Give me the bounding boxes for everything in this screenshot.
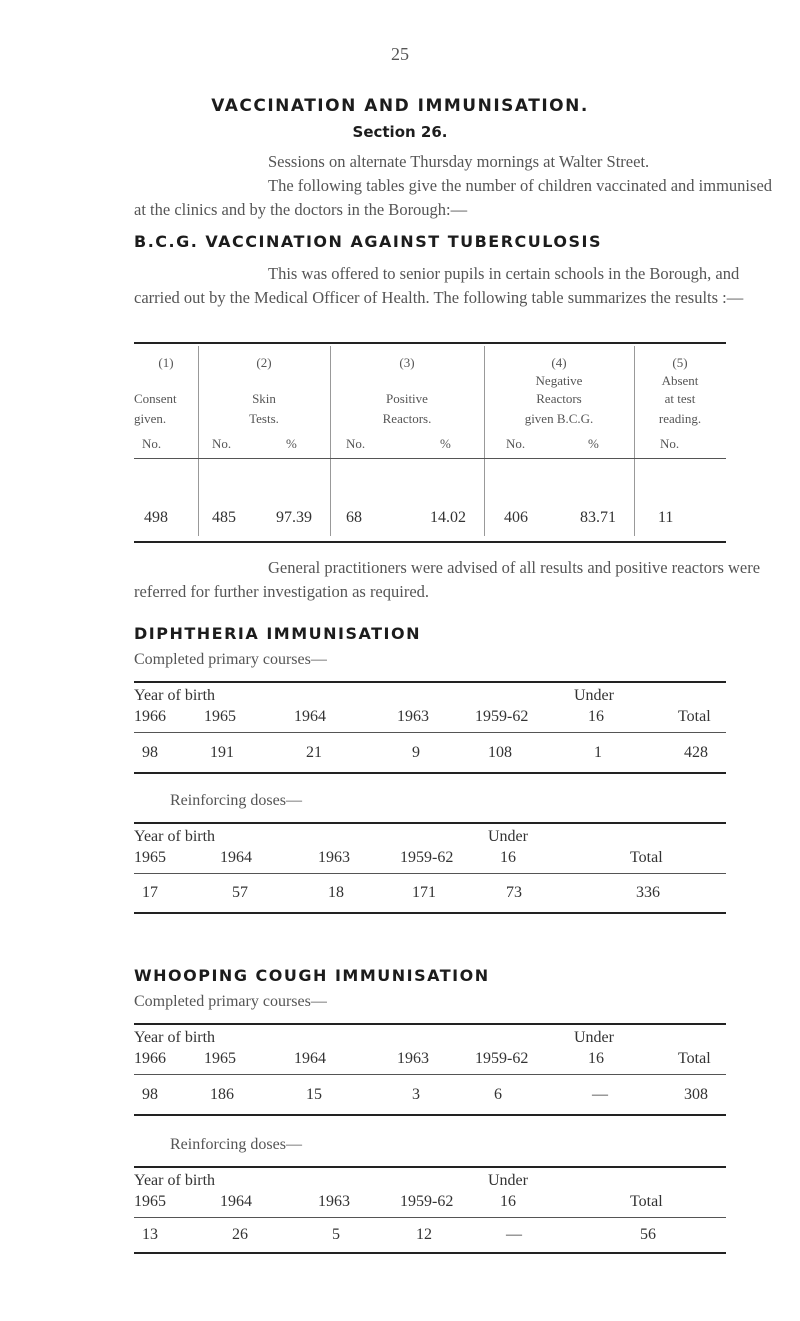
- table-value: 56: [640, 1226, 656, 1243]
- table-bottom-rule: [134, 1252, 726, 1254]
- bcg-skin-pct: 97.39: [276, 509, 312, 526]
- column-header: 1959-62: [400, 1193, 454, 1210]
- whooping-primary-label: Completed primary courses—: [134, 993, 327, 1010]
- bcg-col-title: reading.: [658, 411, 702, 426]
- bcg-description: This was offered to senior pupils in certain schools in the Borough, and carried out by the Medical Officer of Health. The following table summarizes the results :—: [134, 264, 744, 307]
- section-label: Section 26.: [352, 123, 448, 141]
- bcg-col-title: Consent: [134, 391, 177, 406]
- table-top-rule: [134, 1023, 726, 1025]
- bcg-positive-no: 68: [346, 509, 362, 526]
- table-value: 186: [210, 1086, 234, 1103]
- bcg-positive-pct: 14.02: [430, 509, 466, 526]
- table-value: 26: [232, 1226, 248, 1243]
- bcg-sub-pct: %: [286, 436, 297, 451]
- table-value: 13: [142, 1226, 158, 1243]
- under-label: Under: [574, 687, 614, 704]
- year-of-birth-label: Year of birth: [134, 687, 216, 704]
- bcg-sub-pct: %: [588, 436, 599, 451]
- bcg-top-rule: [134, 342, 726, 344]
- page-number: 25: [391, 44, 409, 64]
- column-header: 1963: [318, 1193, 350, 1210]
- column-header: 1963: [397, 1050, 429, 1067]
- under-label: Under: [574, 1029, 614, 1046]
- bcg-sub-no: No.: [660, 436, 680, 451]
- table-mid-rule: [134, 732, 726, 733]
- bcg-col-title: given.: [134, 411, 167, 426]
- table-value: 336: [636, 884, 660, 901]
- bcg-negative-pct: 83.71: [580, 509, 616, 526]
- bcg-divider: [330, 346, 331, 536]
- bcg-col-number: (1): [158, 355, 174, 370]
- bcg-col-number: (3): [399, 355, 415, 370]
- intro-text: The following tables give the number of children vaccinated and immunised at the clinics and by the doctors in the Borough:—: [134, 176, 773, 219]
- year-of-birth-label: Year of birth: [134, 1172, 216, 1189]
- year-of-birth-label: Year of birth: [134, 1029, 216, 1046]
- table-bottom-rule: [134, 1114, 726, 1116]
- bcg-bottom-rule: [134, 541, 726, 543]
- table-value: 98: [142, 1086, 158, 1103]
- bcg-col-title: Reactors: [536, 391, 582, 406]
- table-value: 1: [594, 744, 602, 761]
- table-mid-rule: [134, 1217, 726, 1218]
- bcg-col-title: Absent: [661, 373, 699, 388]
- table-value: 12: [416, 1226, 432, 1243]
- column-header: 16: [500, 849, 516, 866]
- column-header: 1964: [294, 708, 326, 725]
- table-value: 108: [488, 744, 512, 761]
- bcg-consent-value: 498: [144, 509, 168, 526]
- bcg-heading: B.C.G. VACCINATION AGAINST TUBERCULOSIS: [134, 232, 603, 251]
- column-header: 1965: [134, 1193, 166, 1210]
- bcg-sub-no: No.: [346, 436, 366, 451]
- bcg-col-title: Reactors.: [382, 411, 432, 426]
- table-value: 17: [142, 884, 158, 901]
- column-header: 16: [588, 708, 604, 725]
- column-header: 16: [500, 1193, 516, 1210]
- page-title: VACCINATION AND IMMUNISATION.: [211, 96, 589, 116]
- sessions-text: Sessions on alternate Thursday mornings at Walter Street.: [268, 152, 650, 171]
- bcg-sub-no: No.: [506, 436, 526, 451]
- column-header: 16: [588, 1050, 604, 1067]
- table-bottom-rule: [134, 912, 726, 914]
- column-header: 1963: [397, 708, 429, 725]
- bcg-col-number: (2): [256, 355, 272, 370]
- bcg-col-title: Skin: [252, 391, 276, 406]
- column-header: 1965: [204, 1050, 236, 1067]
- bcg-absent-value: 11: [658, 509, 674, 526]
- whooping-reinforcing-label: Reinforcing doses—: [170, 1136, 302, 1153]
- bcg-mid-rule: [134, 458, 726, 459]
- bcg-col-number: (4): [551, 355, 567, 370]
- bcg-sub-pct: %: [440, 436, 451, 451]
- diphtheria-primary-label: Completed primary courses—: [134, 651, 327, 668]
- table-value: 191: [210, 744, 234, 761]
- diphtheria-heading: DIPHTHERIA IMMUNISATION: [134, 624, 421, 643]
- column-header: Total: [678, 708, 711, 725]
- table-value: 308: [684, 1086, 708, 1103]
- column-header: 1966: [134, 708, 166, 725]
- table-value: 98: [142, 744, 158, 761]
- table-value: —: [592, 1086, 608, 1103]
- under-label: Under: [488, 1172, 528, 1189]
- column-header: 1964: [294, 1050, 326, 1067]
- year-of-birth-label: Year of birth: [134, 828, 216, 845]
- table-value: 171: [412, 884, 436, 901]
- table-value: 6: [494, 1086, 502, 1103]
- column-header: 1966: [134, 1050, 166, 1067]
- bcg-negative-no: 406: [504, 509, 528, 526]
- column-header: 1959-62: [475, 708, 529, 725]
- table-value: 15: [306, 1086, 322, 1103]
- under-label: Under: [488, 828, 528, 845]
- bcg-sub-no: No.: [142, 436, 162, 451]
- table-value: 428: [684, 744, 708, 761]
- table-value: 3: [412, 1086, 420, 1103]
- table-mid-rule: [134, 873, 726, 874]
- table-value: 5: [332, 1226, 340, 1243]
- diphtheria-reinforcing-label: Reinforcing doses—: [170, 792, 302, 809]
- table-value: 73: [506, 884, 522, 901]
- bcg-skin-no: 485: [212, 509, 236, 526]
- bcg-sub-no: No.: [212, 436, 232, 451]
- column-header: 1964: [220, 1193, 252, 1210]
- table-value: 9: [412, 744, 420, 761]
- column-header: 1959-62: [400, 849, 454, 866]
- table-top-rule: [134, 681, 726, 683]
- whooping-heading: WHOOPING COUGH IMMUNISATION: [134, 966, 490, 985]
- bcg-col-title: given B.C.G.: [524, 411, 594, 426]
- table-value: 57: [232, 884, 248, 901]
- column-header: Total: [630, 849, 663, 866]
- bcg-col-title: at test: [664, 391, 696, 406]
- bcg-divider: [198, 346, 199, 536]
- table-value: 21: [306, 744, 322, 761]
- column-header: Total: [630, 1193, 663, 1210]
- table-top-rule: [134, 822, 726, 824]
- bcg-note: General practitioners were advised of all results and positive reactors were referred for further investigation as required.: [134, 558, 761, 601]
- column-header: 1965: [204, 708, 236, 725]
- table-mid-rule: [134, 1074, 726, 1075]
- table-value: 18: [328, 884, 344, 901]
- table-value: —: [506, 1226, 522, 1243]
- table-top-rule: [134, 1166, 726, 1168]
- bcg-col-title: Tests.: [249, 411, 279, 426]
- table-bottom-rule: [134, 772, 726, 774]
- bcg-col-title: Negative: [535, 373, 583, 388]
- column-header: Total: [678, 1050, 711, 1067]
- column-header: 1963: [318, 849, 350, 866]
- bcg-col-number: (5): [672, 355, 688, 370]
- bcg-col-title: Positive: [386, 391, 428, 406]
- column-header: 1964: [220, 849, 252, 866]
- column-header: 1965: [134, 849, 166, 866]
- column-header: 1959-62: [475, 1050, 529, 1067]
